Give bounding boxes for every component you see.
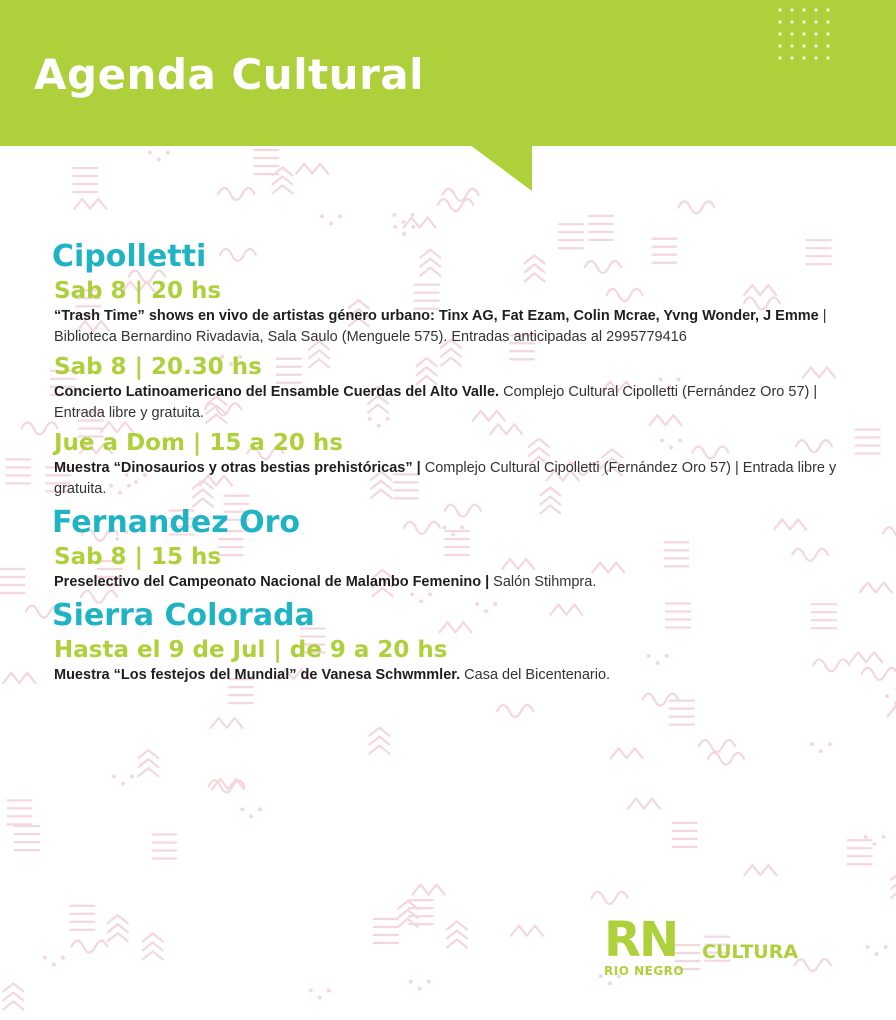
dot-shape [329,222,333,226]
wave-shape [862,668,896,680]
chevron-stack-shape [398,910,418,918]
event-description [54,665,852,686]
event-description [54,572,852,593]
zigzag-shape [628,799,660,809]
dot [778,56,781,59]
city-heading: Sierra Colorada [52,598,315,633]
dot-shape [884,945,888,949]
chevron-stack-shape [369,728,389,736]
event-title: Muestra “Dinosaurios y otras bestias prehistóricas” | [54,460,421,476]
dot-shape [402,220,406,224]
city-heading: Fernandez Oro [52,505,301,540]
zigzag-shape [850,652,882,662]
event-title: Concierto Latinoamericano del Ensamble Cuerdas del Alto Valle. [54,384,500,400]
city-block-cipolletti [52,238,852,500]
dot-shape [309,989,313,993]
zigzag-shape [611,748,643,758]
chevron-stack-shape [447,931,467,939]
event-description [54,382,852,424]
chevron-stack-shape [108,933,128,941]
zigzag-shape [3,673,35,683]
dot-shape [875,952,879,956]
wave-shape [678,201,714,213]
chevron-stack-shape [138,750,158,758]
event-title: Preselectivo del Campeonato Nacional de Malambo Femenino | [54,574,490,590]
event-item [52,542,852,593]
dot [814,44,817,47]
wave-shape [438,199,474,211]
dot [778,32,781,35]
dot-shape [240,808,244,812]
dot [790,20,793,23]
zigzag-shape [211,718,243,728]
dot-shape [121,782,125,786]
event-date: Sab 8 | 20.30 hs [54,354,262,380]
dot-shape [148,151,152,155]
chevron-stack-shape [3,1001,23,1009]
dot-shape [418,987,422,991]
dot-shape [157,158,161,162]
wave-shape [443,189,479,201]
chevron-stack-shape [138,759,158,767]
event-title: “Trash Time” shows en vivo de artistas género urbano: Tinx AG, Fat Ezam, Colin Mcrae, Yvng Wonder, J Emme [54,308,819,324]
chevron-stack-shape [108,915,128,923]
dot [802,32,805,35]
dot-shape [866,945,870,949]
dot [814,20,817,23]
dot-shape [318,996,322,1000]
dot [826,32,829,35]
chevron-stack-shape [891,872,896,880]
event-details: Complejo Cultural Cipolletti (Fernández Oro 57) | Entrada libre y gratuita. [54,384,818,421]
dot-shape [61,956,65,960]
dot-shape [112,775,116,779]
dot-shape [885,694,889,698]
dot [802,44,805,47]
dot [826,20,829,23]
zigzag-shape [404,218,436,228]
dot-shape [864,835,868,839]
wave-shape [497,705,533,717]
event-description [54,306,852,348]
event-date: Hasta el 9 de Jul | de 9 a 20 hs [54,637,448,663]
dot [814,56,817,59]
chevron-stack-shape [3,983,23,991]
wave-shape [708,753,744,765]
chevron-stack-shape [369,737,389,745]
event-title: Muestra “Los festejos del Mundial” de Vanesa Schwmmler. [54,667,461,683]
city-block-sierra-colorada [52,597,852,686]
dot [802,8,805,11]
header-banner [0,0,896,146]
chevron-stack-shape [143,933,163,941]
dot-shape [43,956,47,960]
chevron-stack-shape [108,924,128,932]
chevron-stack-shape [272,185,292,193]
event-item [52,635,852,686]
dot [814,32,817,35]
dot [802,20,805,23]
dot-shape [873,842,877,846]
event-date: Sab 8 | 15 hs [54,544,222,570]
dot-shape [327,989,331,993]
chevron-stack-shape [143,951,163,959]
dot-shape [320,215,324,219]
dot-shape [258,808,262,812]
city-block-fernandez-oro [52,504,852,593]
dot [814,8,817,11]
dot-shape [411,213,415,217]
chevron-stack-shape [272,176,292,184]
dot-shape [249,815,253,819]
chevron-stack-shape [138,768,158,776]
wave-shape [883,527,896,539]
page-title: Agenda Cultural [34,50,425,99]
zigzag-shape [511,926,543,936]
dot [826,44,829,47]
dot-shape [427,980,431,984]
dot-shape [52,963,56,967]
zigzag-shape [296,164,328,174]
event-details: Complejo Cultural Cipolletti (Fernández Oro 57) | Entrada libre y gratuita. [54,460,837,497]
chevron-stack-shape [891,890,896,898]
zigzag-shape [887,707,896,717]
dot-shape [882,835,886,839]
event-item [52,428,852,500]
dot [778,44,781,47]
wave-shape [592,892,628,904]
dot-shape [338,215,342,219]
dot-shape [819,749,823,753]
dot [778,8,781,11]
dot [790,8,793,11]
event-description [54,458,852,500]
dot-shape [599,975,603,979]
chevron-stack-shape [369,746,389,754]
event-details: Casa del Bicentenario. [460,667,611,683]
event-date: Sab 8 | 20 hs [54,278,222,304]
dot [826,8,829,11]
chevron-stack-shape [447,922,467,930]
chevron-stack-shape [143,942,163,950]
wave-shape [218,188,254,200]
zigzag-shape [413,885,445,895]
chevron-stack-shape [447,940,467,948]
dot-shape [828,742,832,746]
dot-shape [402,232,406,236]
dot-shape [130,775,134,779]
dot-shape [411,225,415,229]
dot-shape [393,213,397,217]
zigzag-shape [74,199,106,209]
chevron-stack-shape [398,919,418,927]
dot [778,20,781,23]
dot [826,56,829,59]
logo-label: CULTURA [702,941,799,963]
wave-shape [699,740,735,752]
event-item [52,352,852,424]
event-item [52,276,852,348]
dot-shape [393,225,397,229]
city-heading: Cipolletti [52,239,207,274]
dot [790,32,793,35]
dot-shape [166,151,170,155]
event-details: | Biblioteca Bernardino Rivadavia, Sala Saulo (Menguele 575). Entradas anticipadas al 2995779416 [54,308,827,345]
chevron-stack-shape [891,881,896,889]
logo-subtitle: RIO NEGRO [604,964,685,978]
event-date: Jue a Dom | 15 a 20 hs [54,430,343,456]
dot [790,44,793,47]
dot [802,56,805,59]
dot-shape [409,980,413,984]
dot-shape [810,742,814,746]
zigzag-shape [744,865,776,875]
rio-negro-cultura-logo [604,912,824,986]
wave-shape [71,941,107,953]
chevron-stack-shape [3,992,23,1000]
event-details: Salón Stihmpra. [489,574,597,590]
agenda-content [52,238,852,690]
logo-mark: RN [604,912,678,968]
dot [790,56,793,59]
zigzag-shape [860,582,892,592]
dots-decoration-icon [776,6,836,62]
